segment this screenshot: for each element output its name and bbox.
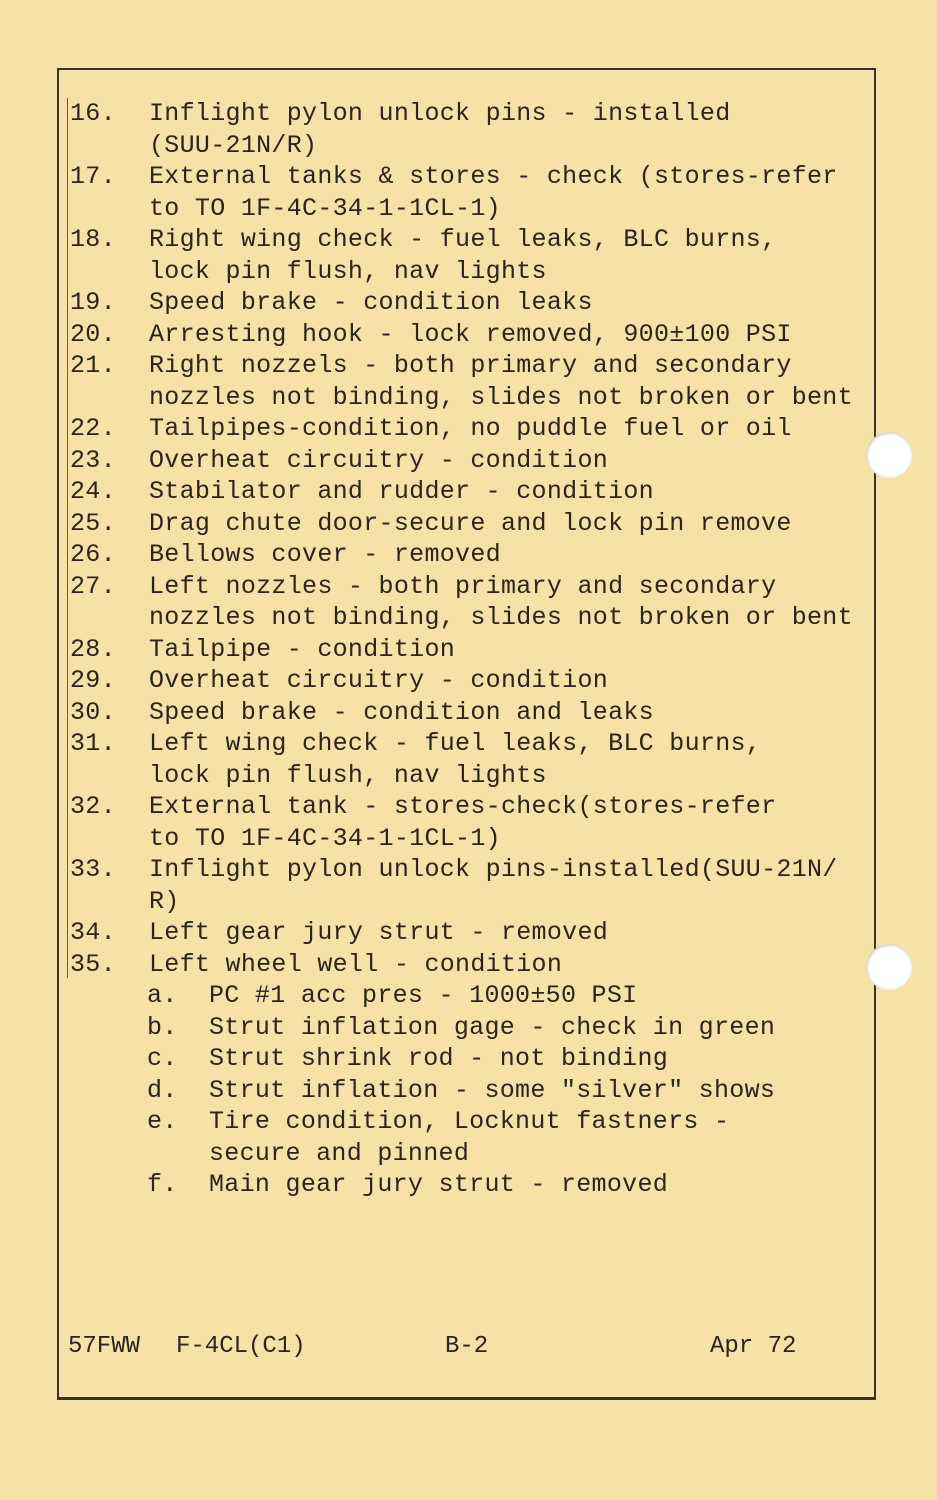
checklist-item-text: R) (149, 887, 180, 916)
checklist-item-text: Right nozzels - both primary and secondary (149, 351, 792, 380)
checklist-item-text: Overheat circuitry - condition (149, 446, 609, 475)
checklist-item-number: 17. (70, 162, 116, 191)
checklist-item-text: External tank - stores-check(stores-refer (149, 792, 777, 821)
checklist-item-number: 26. (70, 540, 116, 569)
checklist-item-number: 23. (70, 446, 116, 475)
checklist-item-text: Drag chute door-secure and lock pin remove (149, 509, 792, 538)
checklist-item-number: 29. (70, 666, 116, 695)
footer-unit: 57FWW (68, 1333, 141, 1360)
checklist-item-text: nozzles not binding, slides not broken or bent (149, 383, 853, 412)
checklist-item-text: Left wing check - fuel leaks, BLC burns, (149, 729, 762, 758)
binder-hole-upper (866, 432, 912, 478)
checklist-item-number: 21. (70, 351, 116, 380)
checklist-subitem-text: secure and pinned (209, 1139, 470, 1168)
checklist-item-number: 24. (70, 477, 116, 506)
checklist-item-number: 25. (70, 509, 116, 538)
checklist-item-text: (SUU-21N/R) (149, 131, 318, 160)
checklist-subitem-text: Strut inflation - some "silver" shows (209, 1076, 776, 1105)
checklist-subitem-number: c. (147, 1044, 178, 1073)
checklist-item-text: Tailpipe - condition (149, 635, 456, 664)
checklist-item-text: Speed brake - condition and leaks (149, 698, 654, 727)
checklist-item-text: Overheat circuitry - condition (149, 666, 609, 695)
checklist-item-text: Left wheel well - condition (149, 950, 563, 979)
checklist-item-number: 31. (70, 729, 116, 758)
checklist-item-number: 27. (70, 572, 116, 601)
checklist-item-number: 16. (70, 99, 116, 128)
checklist-item-text: Inflight pylon unlock pins-installed(SUU-21N/ (149, 855, 838, 884)
checklist-item-text: to TO 1F-4C-34-1-1CL-1) (149, 824, 501, 853)
checklist-subitem-text: Strut shrink rod - not binding (209, 1044, 669, 1073)
checklist-item-text: Left gear jury strut - removed (149, 918, 609, 947)
checklist-item-text: Inflight pylon unlock pins - installed (149, 99, 731, 128)
checklist-subitem-text: Tire condition, Locknut fastners - (209, 1107, 730, 1136)
checklist-item-text: lock pin flush, nav lights (149, 761, 547, 790)
checklist-subitem-text: Strut inflation gage - check in green (209, 1013, 776, 1042)
checklist-item-text: to TO 1F-4C-34-1-1CL-1) (149, 194, 501, 223)
checklist-item-text: Speed brake - condition leaks (149, 288, 593, 317)
checklist-item-number: 32. (70, 792, 116, 821)
checklist-item-number: 34. (70, 918, 116, 947)
checklist-item-number: 22. (70, 414, 116, 443)
checklist-item-text: nozzles not binding, slides not broken or bent (149, 603, 853, 632)
checklist-subitem-number: a. (147, 981, 178, 1010)
checklist-subitem-number: b. (147, 1013, 178, 1042)
checklist-item-text: Left nozzles - both primary and secondary (149, 572, 777, 601)
checklist-item-number: 28. (70, 635, 116, 664)
margin-rule (67, 98, 68, 978)
checklist-subitem-text: Main gear jury strut - removed (209, 1170, 669, 1199)
footer-date: Apr 72 (710, 1333, 797, 1360)
checklist-item-text: Right wing check - fuel leaks, BLC burns, (149, 225, 777, 254)
checklist-item-number: 18. (70, 225, 116, 254)
checklist-subitem-text: PC #1 acc pres - 1000±50 PSI (209, 981, 638, 1010)
footer-form-id: F-4CL(C1) (176, 1333, 306, 1360)
checklist-item-text: External tanks & stores - check (stores-refer (149, 162, 838, 191)
checklist-item-text: Stabilator and rudder - condition (149, 477, 654, 506)
checklist-subitem-number: e. (147, 1107, 178, 1136)
binder-hole-lower (866, 944, 912, 990)
checklist-item-number: 35. (70, 950, 116, 979)
checklist-item-number: 19. (70, 288, 116, 317)
checklist-item-number: 33. (70, 855, 116, 884)
checklist-item-text: lock pin flush, nav lights (149, 257, 547, 286)
checklist-subitem-number: f. (147, 1170, 178, 1199)
checklist-subitem-number: d. (147, 1076, 178, 1105)
checklist-item-text: Tailpipes-condition, no puddle fuel or oil (149, 414, 792, 443)
footer-page-number: B-2 (445, 1333, 489, 1360)
checklist-item-number: 30. (70, 698, 116, 727)
checklist-item-text: Bellows cover - removed (149, 540, 501, 569)
checklist-item-text: Arresting hook - lock removed, 900±100 PSI (149, 320, 792, 349)
checklist-item-number: 20. (70, 320, 116, 349)
